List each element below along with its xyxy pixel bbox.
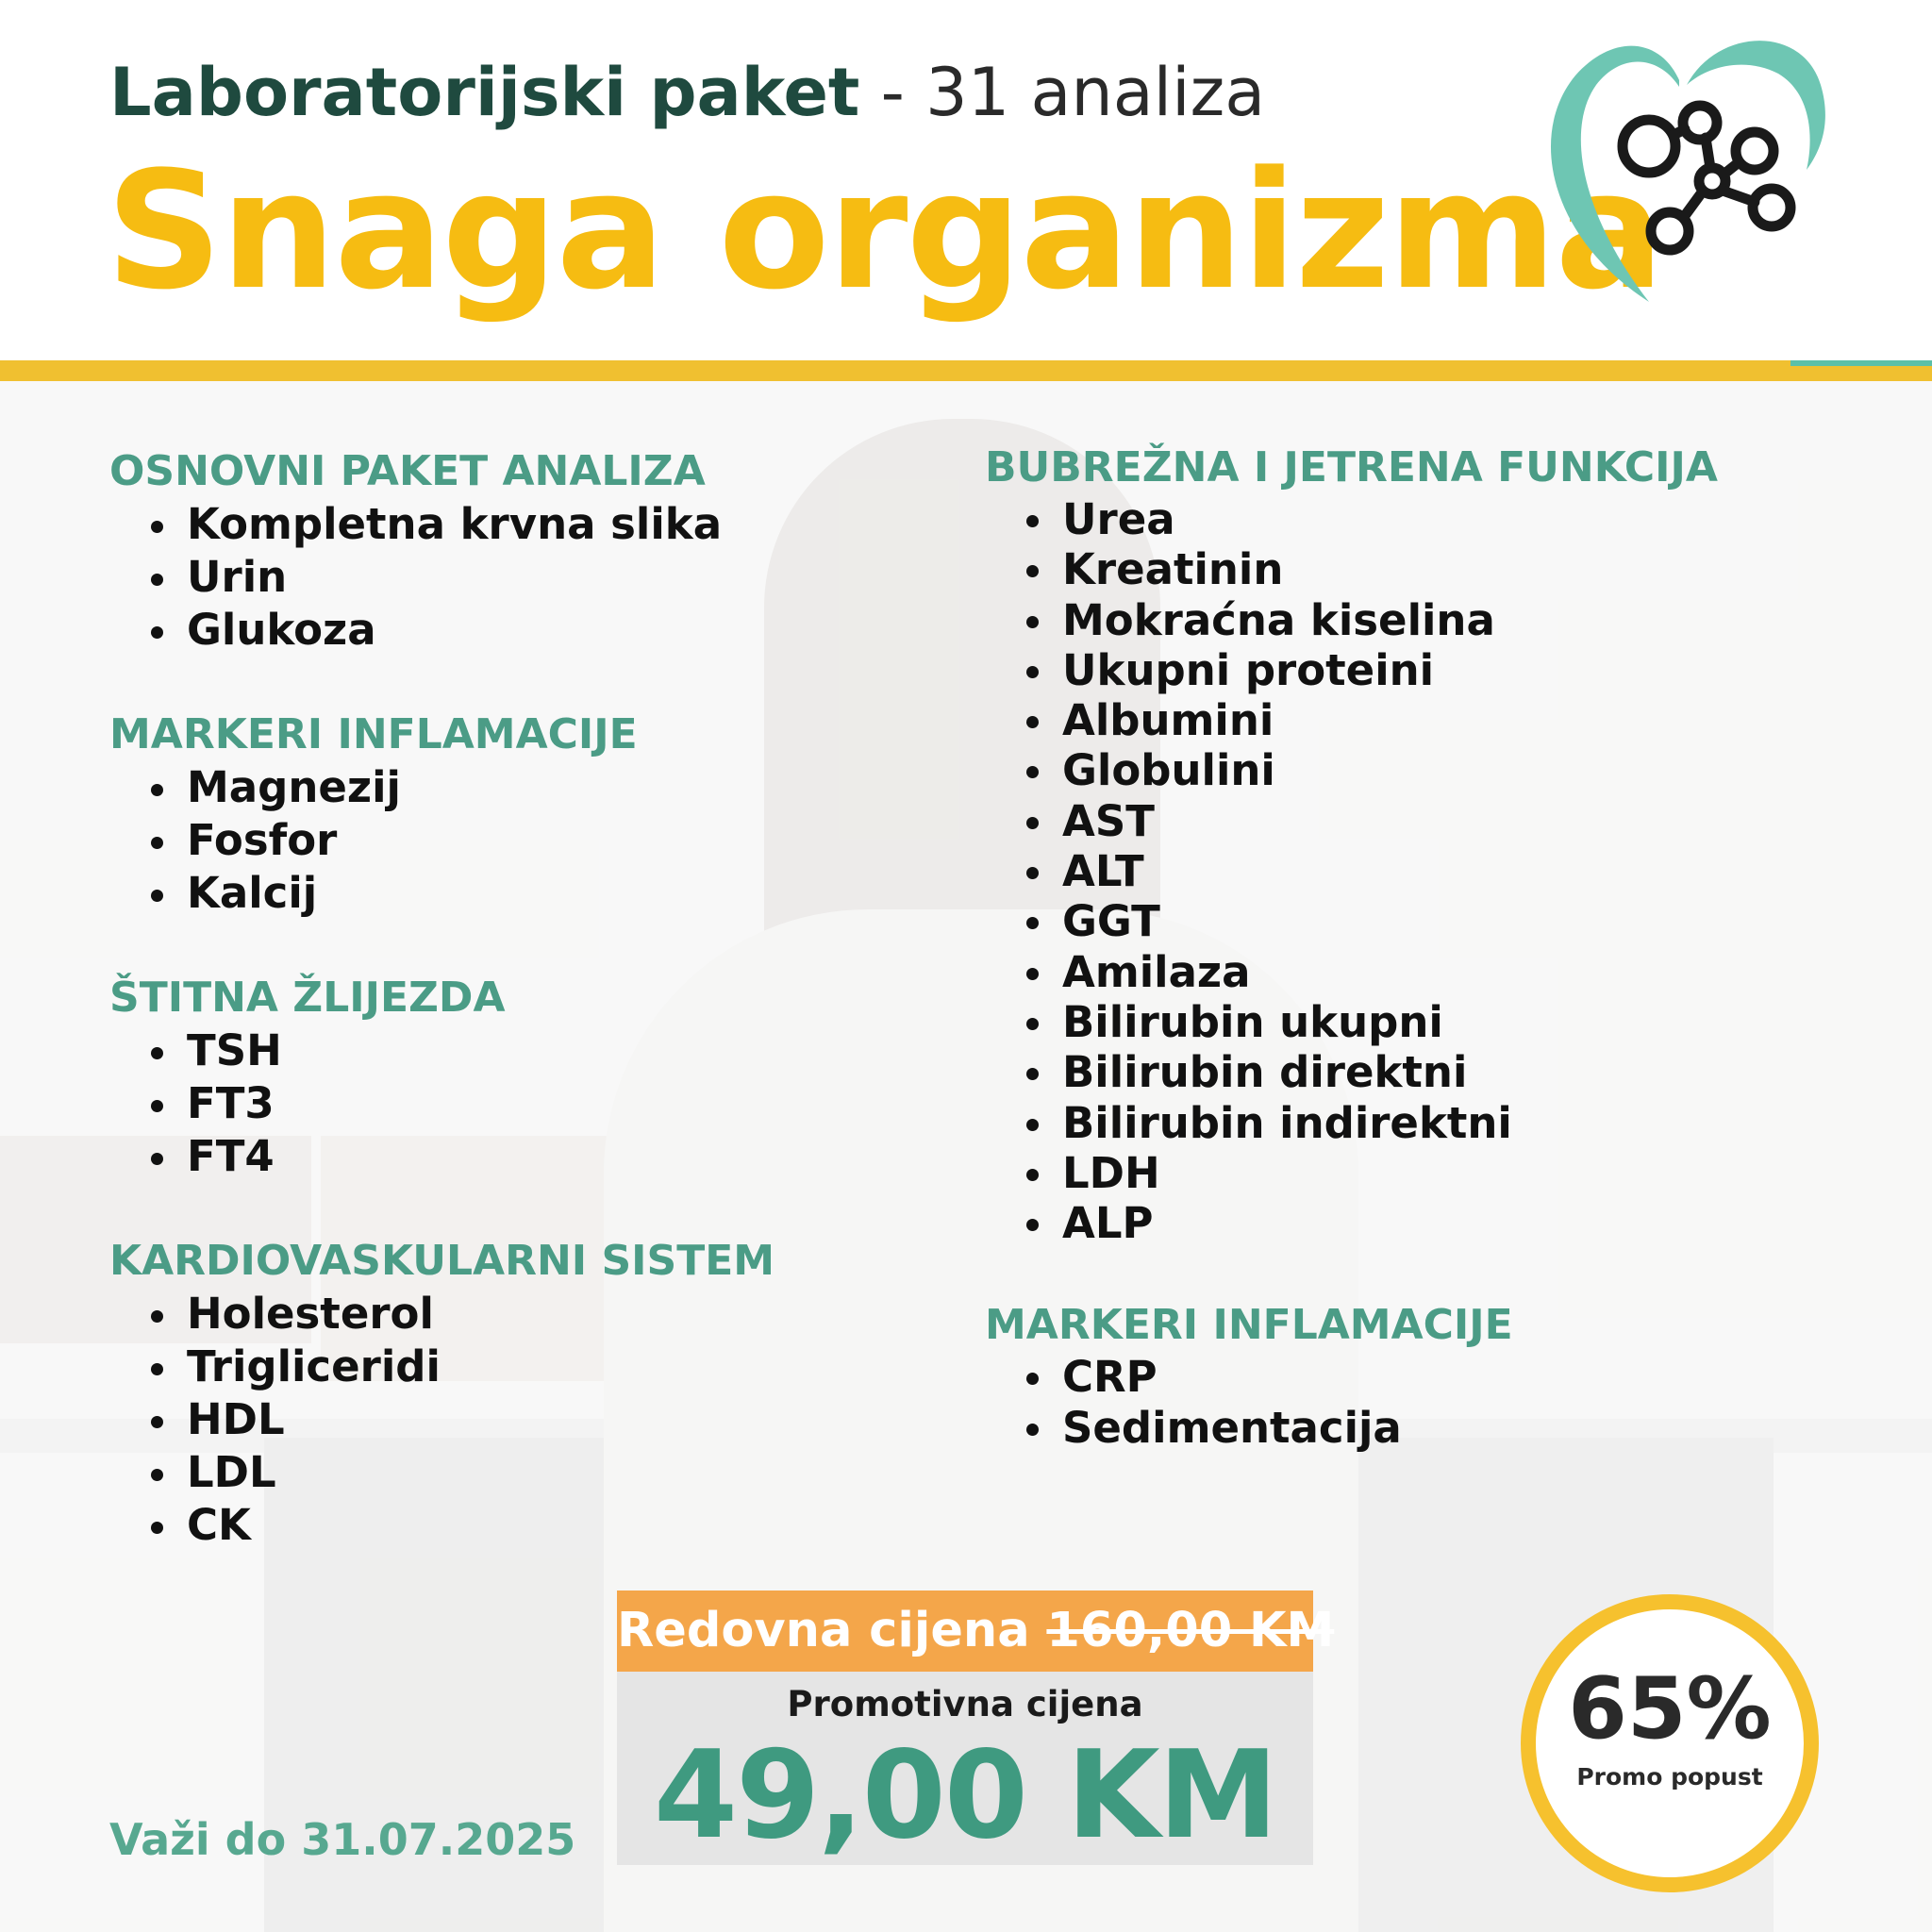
analysis-item: GGT (1026, 896, 1890, 946)
regular-price-banner (617, 1591, 1335, 1672)
analysis-item: Bilirubin direktni (1026, 1047, 1890, 1097)
analysis-item: Urea (1026, 494, 1890, 544)
header-divider (0, 360, 1932, 381)
subtitle-package-name: Laboratorijski paket (109, 54, 860, 131)
analysis-item: Bilirubin ukupni (1026, 997, 1890, 1047)
analysis-item: HDL (151, 1393, 883, 1446)
analysis-item: LDL (151, 1446, 883, 1499)
valid-until-text: Važi do 31.07.2025 (109, 1814, 576, 1865)
discount-percent: 65% (1568, 1659, 1772, 1758)
subtitle-analysis-count: 31 analiza (925, 54, 1266, 131)
analysis-item: Holesterol (151, 1288, 883, 1341)
analysis-item: Fosfor (151, 814, 883, 867)
analysis-item: FT3 (151, 1077, 883, 1130)
analysis-list (109, 761, 883, 920)
analysis-item: ALT (1026, 846, 1890, 896)
analysis-item: LDH (1026, 1148, 1890, 1198)
analysis-list (985, 494, 1890, 1248)
analysis-item: FT4 (151, 1130, 883, 1183)
section-title: MARKERI INFLAMACIJE (109, 710, 638, 758)
left-column (109, 445, 883, 1552)
analysis-item: Urin (151, 551, 883, 604)
analysis-section (109, 972, 883, 1183)
analysis-section (109, 1235, 883, 1552)
analysis-item: Mokraćna kiselina (1026, 595, 1890, 645)
analysis-list (985, 1352, 1890, 1453)
discount-label: Promo popust (1576, 1763, 1763, 1790)
promo-price-value: 49,00 KM (654, 1725, 1276, 1866)
analysis-item: Glukoza (151, 604, 883, 657)
promo-price-label: Promotivna cijena (787, 1684, 1143, 1724)
analysis-section (109, 445, 883, 657)
analysis-item: AST (1026, 796, 1890, 846)
discount-badge (1521, 1594, 1819, 1892)
analysis-list (109, 1024, 883, 1183)
divider-accent (1790, 360, 1932, 366)
analysis-item: Magnezij (151, 761, 883, 814)
package-title: Snaga organizma (106, 136, 1663, 325)
header (0, 0, 1932, 360)
analysis-item: CK (151, 1499, 883, 1552)
regular-price-label: Redovna cijena (617, 1603, 1047, 1658)
analysis-item: Globulini (1026, 745, 1890, 795)
analysis-item: Kreatinin (1026, 544, 1890, 594)
promo-price-box (617, 1672, 1313, 1865)
section-title: KARDIOVASKULARNI SISTEM (109, 1237, 775, 1285)
section-title: ŠTITNA ŽLIJEZDA (109, 974, 506, 1022)
analysis-section (985, 441, 1890, 1248)
analysis-section (109, 708, 883, 920)
analysis-section (985, 1299, 1890, 1453)
analysis-item: Bilirubin indirektni (1026, 1098, 1890, 1148)
regular-price-value: 160,00 KM (1046, 1603, 1335, 1658)
analysis-item: Albumini (1026, 695, 1890, 745)
heart-molecule-logo-icon (1538, 28, 1840, 311)
analysis-list (109, 1288, 883, 1552)
analysis-item: ALP (1026, 1198, 1890, 1248)
analysis-item: TSH (151, 1024, 883, 1077)
package-subtitle (109, 49, 1265, 136)
subtitle-dash: - (859, 54, 926, 131)
section-title: MARKERI INFLAMACIJE (985, 1301, 1513, 1350)
section-title: OSNOVNI PAKET ANALIZA (109, 447, 706, 495)
analysis-item: CRP (1026, 1352, 1890, 1402)
analysis-item: Sedimentacija (1026, 1403, 1890, 1453)
right-column (985, 441, 1890, 1453)
analysis-item: Trigliceridi (151, 1341, 883, 1393)
analysis-list (109, 498, 883, 657)
analysis-item: Kompletna krvna slika (151, 498, 883, 551)
section-title: BUBREŽNA I JETRENA FUNKCIJA (985, 443, 1718, 491)
analysis-item: Kalcij (151, 867, 883, 920)
analysis-item: Amilaza (1026, 947, 1890, 997)
analysis-item: Ukupni proteini (1026, 645, 1890, 695)
